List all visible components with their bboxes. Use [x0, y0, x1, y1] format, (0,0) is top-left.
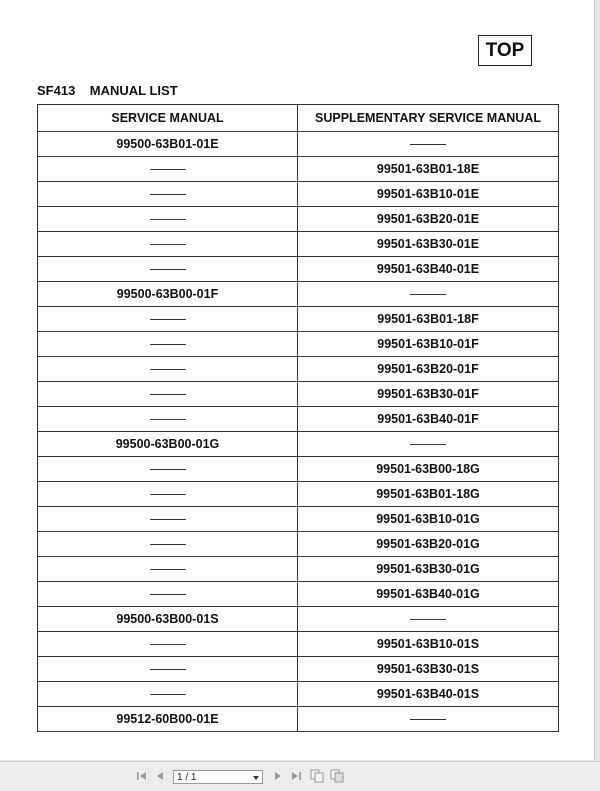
supplementary-manual-cell: 99501-63B20-01F [298, 357, 559, 382]
service-manual-cell [38, 357, 298, 382]
service-manual-cell [38, 582, 298, 607]
supplementary-manual-cell: 99501-63B20-01G [298, 532, 559, 557]
supplementary-manual-cell: 99501-63B01-18E [298, 157, 559, 182]
supplementary-manual-cell: 99501-63B40-01G [298, 582, 559, 607]
supplementary-manual-cell: 99501-63B40-01E [298, 257, 559, 282]
empty-dash [150, 369, 186, 370]
supplementary-manual-cell [298, 607, 559, 632]
empty-dash [150, 219, 186, 220]
single-page-icon [310, 769, 324, 783]
supplementary-manual-cell: 99501-63B40-01F [298, 407, 559, 432]
empty-dash [150, 469, 186, 470]
empty-dash [150, 694, 186, 695]
service-manual-cell [38, 632, 298, 657]
table-row [38, 657, 559, 682]
empty-dash [150, 394, 186, 395]
table-row [38, 382, 559, 407]
empty-dash [150, 644, 186, 645]
empty-dash [150, 419, 186, 420]
previous-page-button[interactable] [152, 768, 168, 784]
supplementary-manual-cell: 99501-63B00-18G [298, 457, 559, 482]
chevron-down-icon [253, 776, 259, 780]
empty-dash [410, 719, 446, 720]
supplementary-manual-cell [298, 707, 559, 732]
table-row [38, 632, 559, 657]
table-row [38, 607, 559, 632]
service-manual-cell [38, 507, 298, 532]
two-page-icon [330, 769, 344, 783]
empty-dash [150, 519, 186, 520]
table-body [38, 132, 559, 732]
table-row [38, 332, 559, 357]
service-manual-cell [38, 232, 298, 257]
supplementary-manual-cell: 99501-63B40-01S [298, 682, 559, 707]
service-manual-cell [38, 557, 298, 582]
supplementary-manual-cell: 99501-63B10-01E [298, 182, 559, 207]
two-page-view-button[interactable] [329, 768, 345, 784]
table-row [38, 457, 559, 482]
header-service-manual: SERVICE MANUAL [38, 105, 298, 132]
table-row [38, 232, 559, 257]
last-page-icon [290, 770, 302, 782]
service-manual-cell [38, 157, 298, 182]
table-row [38, 532, 559, 557]
supplementary-manual-cell: 99501-63B01-18G [298, 482, 559, 507]
table-header-row [38, 105, 559, 132]
table-row [38, 407, 559, 432]
empty-dash [150, 494, 186, 495]
table-row [38, 257, 559, 282]
page-title [37, 83, 178, 98]
table-row [38, 707, 559, 732]
supplementary-manual-cell: 99501-63B01-18F [298, 307, 559, 332]
page-select[interactable] [173, 770, 263, 784]
empty-dash [150, 544, 186, 545]
next-page-icon [272, 770, 284, 782]
service-manual-cell: 99500-63B01-01E [38, 132, 298, 157]
service-manual-cell [38, 332, 298, 357]
service-manual-cell [38, 657, 298, 682]
service-manual-cell [38, 682, 298, 707]
service-manual-cell [38, 407, 298, 432]
service-manual-cell [38, 532, 298, 557]
empty-dash [150, 244, 186, 245]
service-manual-cell: 99512-60B00-01E [38, 707, 298, 732]
supplementary-manual-cell: 99501-63B30-01S [298, 657, 559, 682]
empty-dash [150, 594, 186, 595]
supplementary-manual-cell: 99501-63B20-01E [298, 207, 559, 232]
supplementary-manual-cell: 99501-63B10-01G [298, 507, 559, 532]
page-indicator: 1 / 1 [177, 772, 197, 783]
empty-dash [410, 619, 446, 620]
empty-dash [150, 194, 186, 195]
table-row [38, 307, 559, 332]
manual-table [37, 104, 559, 732]
table-row [38, 182, 559, 207]
header-supplementary-manual: SUPPLEMENTARY SERVICE MANUAL [298, 105, 559, 132]
supplementary-manual-cell: 99501-63B10-01S [298, 632, 559, 657]
service-manual-cell [38, 257, 298, 282]
top-button[interactable]: TOP [478, 35, 532, 66]
table-row [38, 682, 559, 707]
service-manual-cell [38, 457, 298, 482]
table-row [38, 357, 559, 382]
table-row [38, 282, 559, 307]
service-manual-cell: 99500-63B00-01F [38, 282, 298, 307]
service-manual-cell [38, 307, 298, 332]
service-manual-cell: 99500-63B00-01G [38, 432, 298, 457]
empty-dash [150, 569, 186, 570]
table-row [38, 482, 559, 507]
supplementary-manual-cell: 99501-63B30-01E [298, 232, 559, 257]
service-manual-cell: 99500-63B00-01S [38, 607, 298, 632]
supplementary-manual-cell [298, 282, 559, 307]
table-row [38, 132, 559, 157]
empty-dash [150, 319, 186, 320]
empty-dash [150, 169, 186, 170]
supplementary-manual-cell [298, 432, 559, 457]
supplementary-manual-cell: 99501-63B30-01F [298, 382, 559, 407]
first-page-icon [136, 770, 148, 782]
last-page-button[interactable] [288, 768, 304, 784]
empty-dash [410, 444, 446, 445]
table-row [38, 557, 559, 582]
service-manual-cell [38, 382, 298, 407]
table-row [38, 507, 559, 532]
single-page-view-button[interactable] [309, 768, 325, 784]
empty-dash [410, 144, 446, 145]
table-row [38, 207, 559, 232]
first-page-button[interactable] [134, 768, 150, 784]
table-row [38, 157, 559, 182]
viewer-toolbar [0, 761, 600, 791]
service-manual-cell [38, 207, 298, 232]
empty-dash [410, 294, 446, 295]
model-code: SF413 [37, 83, 76, 98]
title-text: MANUAL LIST [89, 83, 178, 98]
service-manual-cell [38, 482, 298, 507]
service-manual-cell [38, 182, 298, 207]
table-row [38, 582, 559, 607]
empty-dash [150, 269, 186, 270]
empty-dash [150, 669, 186, 670]
supplementary-manual-cell: 99501-63B30-01G [298, 557, 559, 582]
supplementary-manual-cell [298, 132, 559, 157]
table-row [38, 432, 559, 457]
previous-page-icon [154, 770, 166, 782]
empty-dash [150, 344, 186, 345]
supplementary-manual-cell: 99501-63B10-01F [298, 332, 559, 357]
next-page-button[interactable] [270, 768, 286, 784]
